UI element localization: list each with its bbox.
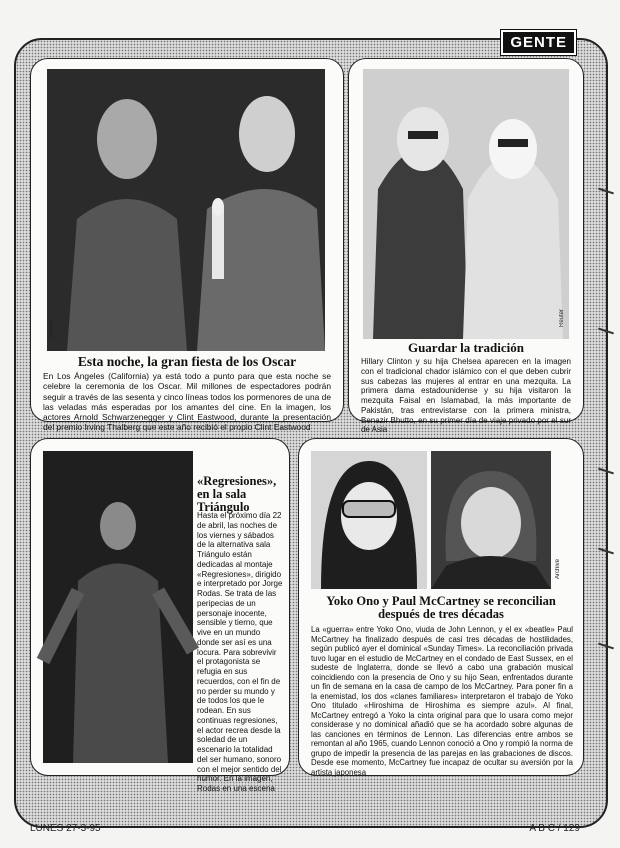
yoko-credit: Archive — [555, 559, 561, 580]
hillary-photo-art — [363, 69, 569, 339]
yoko-body: La «guerra» entre Yoko Ono, viuda de John Lennon, y el ex «beatle» Paul McCartney ha finalizado después de casi tres décadas de hostilidades, según publicó ayer el dominical «Sunday Times». La reconciliación privada tuvo lugar en el estudio de McCartney en el condado de East Sussex, en el sudeste de Inglaterra, donde se llevó a cabo una grabación musical coincidiendo con la presencia de Ono y su hijo Sean, enfrentados durante un fin de semana en la casa de campo de los McCartney. Para poner fin a la enemistad, los dos «clanes familiares» interpretaron el trabajo de Yoko Ono titulado «Hiroshima de Hiroshima es siempre azul». Al final, McCartney entregó a Yoko la cinta original para que lo usara como mejor considerase y no dominical añadió que se ha acordado sobre algunas de las canciones en términos de Lennon. Las diferencias entre ambos se remontan al año 1965, cuando Lennon conoció a Ono y rompió la norma de grupo de impedir la presencia de las parejas en las grabaciones de discos. Desde ese momento, McCartney fue incapaz de ocultar su aversión por la artista japonesa — [311, 625, 573, 777]
yoko-headline: Yoko Ono y Paul McCartney se reconcilian después de tres décadas — [326, 594, 556, 622]
yoko-article — [298, 438, 584, 776]
regresiones-body: Hasta el próximo día 22 de abril, las noches de los viernes y sábados de la alternativa sala Triángulo están dedicadas al montaje «Regresiones», dirigido e interpretado por Jorge Rodas. Se trata de las peripecias de un personaje inocente, sensible y tierno, que vive en un mundo donde ser así es una locura. Para sobrevivir el protagonista se refugia en sus recuerdos, con el fin de no perder su mundo y de todos los que le rodean. En sus continuas regresiones, el actor recrea desde la soledad de un escenario la totalidad del ser humano, sonoro con el mejor sentido del humor. En la imagen, Rodas en una escena — [197, 511, 283, 793]
hillary-article — [348, 58, 584, 435]
footer-date: LUNES 27-3-95 — [30, 823, 101, 834]
oscar-headline: Esta noche, la gran fiesta de los Oscar — [77, 354, 297, 369]
regresiones-article — [30, 438, 290, 793]
footer-page: A B C / 129 — [529, 823, 580, 834]
oscar-body: En Los Ángeles (California) ya está todo a punto para que esta noche se celebre la ceremonia de los Oscar. Mil millones de espectadores podrán seguir a través de las sesenta y cinco líneas todos los pormenores de una de las veladas más esperadas por los amantes del cine. En la imagen, los actores Arnold Schwarzenegger y Clint Eastwood, durante la presentación del premio Irving Thalberg que este año recibió el propio Clint Eastwood — [43, 371, 331, 433]
yoko-photo-art — [311, 451, 427, 589]
hillary-photo — [363, 69, 569, 339]
hillary-headline: Guardar la tradición — [407, 340, 525, 355]
regresiones-credit: J. M. Fernández — [47, 699, 53, 743]
oscar-article — [30, 58, 344, 433]
mccartney-photo — [431, 451, 551, 589]
oscar-photo — [47, 69, 325, 351]
oscar-credit: Reuter — [49, 319, 55, 338]
section-tag: GENTE — [501, 30, 576, 55]
regresiones-photo-art — [43, 451, 193, 763]
oscar-photo-art — [47, 69, 325, 351]
hillary-body: Hillary Clinton y su hija Chelsea aparecen en la imagen con el tradicional chador islámico con el que deben cubrir sus cabezas las mujeres al entrar en una mezquita. La primera dama estadounidense y su hija visitaron la mezquita Faisal en Islamabad, la más importante de Pakistán, tras entrevistarse con la primera ministra, Benazir Bhutto, en su primer día de viaje privado por el sur de Asia — [361, 357, 571, 435]
regresiones-photo — [43, 451, 193, 763]
hillary-credit: Reuter — [559, 309, 565, 328]
mccartney-photo-art — [431, 451, 551, 589]
regresiones-headline: «Regresiones», en la sala Triángulo — [197, 474, 277, 515]
yoko-photo — [311, 451, 427, 589]
